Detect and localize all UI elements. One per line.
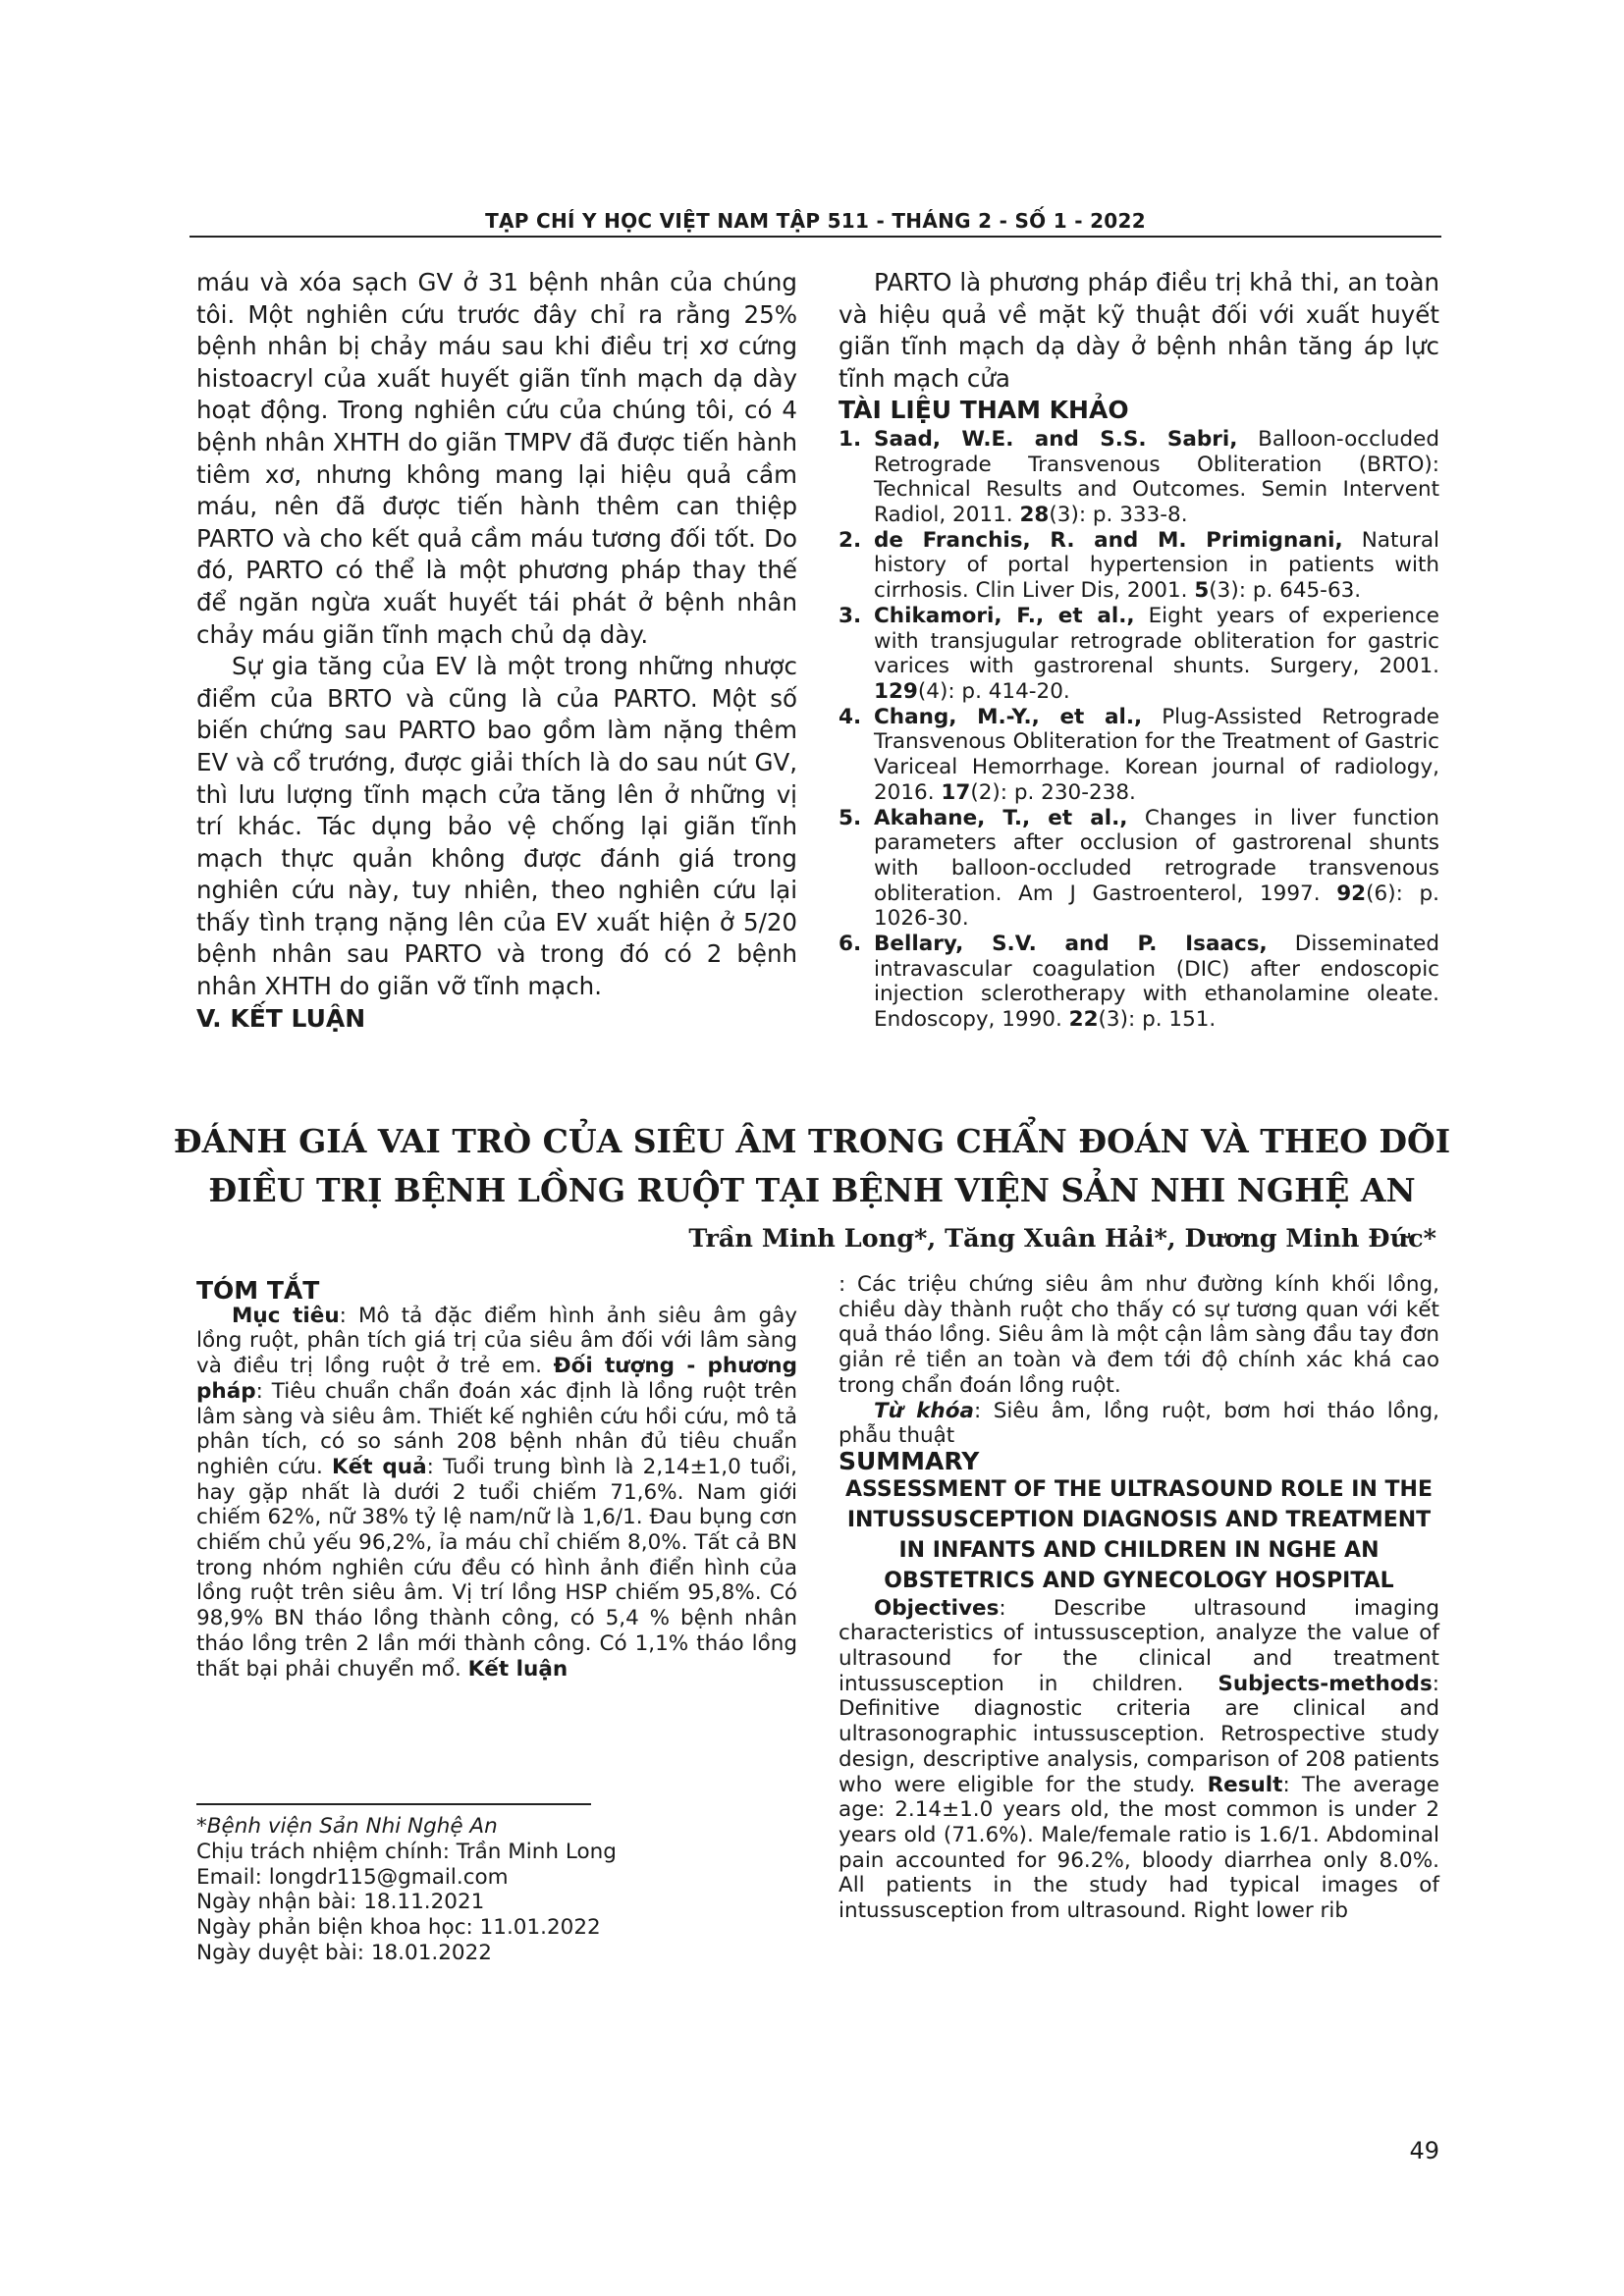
- summary-text-objectives: : Describe ultrasound imaging characteristics of intussusception, analyze the value of ultrasound for the clinical and treatment intussusception in children.: [839, 1595, 1439, 1696]
- abstract-text-objectives: : Mô tả đặc điểm hình ảnh siêu âm gây lồng ruột, phân tích giá trị của siêu âm đối với lâm sàng và điều trị lồng ruột ở trẻ em.: [196, 1303, 797, 1379]
- footnote-responsible: Chịu trách nhiệm chính: Trần Minh Long: [196, 1839, 617, 1864]
- reference-authors: de Franchis, R. and M. Primignani,: [874, 527, 1343, 553]
- keywords-text: : Siêu âm, lồng ruột, bơm hơi tháo lồng, phẫu thuật: [839, 1398, 1439, 1449]
- section-heading-conclusion: V. KẾT LUẬN: [196, 1003, 366, 1033]
- abstract-column: [196, 1278, 797, 1682]
- reference-pages: (4): p. 414-20.: [917, 679, 1070, 704]
- keywords: [839, 1399, 1439, 1449]
- abstract-text-methods: : Tiêu chuẩn chẩn đoán xác định là lồng ruột trên lâm sàng và siêu âm. Thiết kế nghiên cứu hồi cứu, mô tả phân tích, có so sánh 208 bệnh nhân đủ tiêu chuẩn nghiên cứu.: [196, 1378, 797, 1479]
- reference-pages: (2): p. 230-238.: [970, 779, 1136, 805]
- reference-pages: (3): p. 333-8.: [1049, 503, 1188, 528]
- journal-header: TẠP CHÍ Y HỌC VIỆT NAM TẬP 511 - THÁNG 2 - SỐ 1 - 2022: [485, 209, 1146, 233]
- footnote-email: Email: longdr115@gmail.com: [196, 1864, 509, 1890]
- reference-text: Changes in liver function parameters after occlusion of gastrorenal shunts with balloon-occluded retrograde transvenous obliteration. Am J Gastroenterol, 1997.: [874, 805, 1439, 906]
- footnote-reviewed: Ngày phản biện khoa học: 11.01.2022: [196, 1915, 601, 1941]
- summary-text-methods: : Definitive diagnostic criteria are clinical and ultrasonographic intussusception. Retrospective study design, descriptive analysis, comparison of 208 patients who were eligible for the study.: [839, 1671, 1439, 1797]
- summary-label-result: Result: [1207, 1772, 1283, 1797]
- reference-volume: 28: [1019, 503, 1050, 528]
- reference-number: 4.: [839, 704, 862, 729]
- reference-text: Eight years of experience with transjugular retrograde obliteration for gastric varices with gastrorenal shunts. Surgery, 2001.: [874, 603, 1440, 679]
- reference-text: Plug-Assisted Retrograde Transvenous Obliteration for the Treatment of Gastric Variceal Hemorrhage. Korean journal of radiology, 2016.: [874, 704, 1440, 805]
- reference-authors: Chang, M.-Y., et al.,: [874, 704, 1143, 729]
- summary-title: ASSESSMENT OF THE ULTRASOUND ROLE IN THE INTUSSUSCEPTION DIAGNOSIS AND TREATMENT IN INFANTS AND CHILDREN IN NGHE AN OBSTETRICS AND GYNECOLOGY HOSPITAL: [845, 1476, 1433, 1593]
- article-authors: Trần Minh Long*, Tăng Xuân Hải*, Dương Minh Đức*: [688, 1224, 1436, 1254]
- reference-list: [839, 427, 1439, 1033]
- footnote: [196, 1814, 617, 1966]
- footnote-affiliation: *Bệnh viện Sản Nhi Nghệ An: [196, 1814, 498, 1839]
- reference-number: 1.: [839, 426, 862, 452]
- reference-authors: Bellary, S.V. and P. Isaacs,: [874, 932, 1268, 957]
- footnote-accepted: Ngày duyệt bài: 18.01.2022: [196, 1940, 492, 1965]
- reference-volume: 129: [874, 679, 918, 704]
- abstract-label-objectives: Mục tiêu: [232, 1303, 340, 1328]
- abstract-label-methods: Đối tượng - phương pháp: [196, 1354, 797, 1404]
- reference-item: [839, 806, 1439, 933]
- reference-text: Balloon-occluded Retrograde Transvenous Obliteration (BRTO): Technical Results and Outcomes. Semin Intervent Radiol, 2011.: [874, 426, 1440, 528]
- reference-volume: 17: [941, 779, 971, 805]
- abstract-label-conclusion: Kết luận: [467, 1656, 568, 1682]
- summary-heading: SUMMARY: [839, 1446, 980, 1475]
- reference-item: [839, 604, 1439, 705]
- abstract-label-results: Kết quả: [332, 1454, 427, 1479]
- reference-volume: 5: [1194, 578, 1210, 604]
- article-title-line-2: ĐIỀU TRỊ BỆNH LỒNG RUỘT TẠI BỆNH VIỆN SẢN NHI NGHỆ AN: [208, 1171, 1416, 1209]
- article-title: [157, 1117, 1467, 1215]
- footnote-rule: [196, 1803, 591, 1805]
- keywords-label: Từ khóa: [874, 1398, 974, 1423]
- article-title-line-1: ĐÁNH GIÁ VAI TRÒ CỦA SIÊU ÂM TRONG CHẨN ĐOÁN VÀ THEO DÕI: [173, 1122, 1451, 1160]
- summary-label-objectives: Objectives: [874, 1595, 1000, 1621]
- reference-authors: Chikamori, F., et al.,: [874, 603, 1135, 628]
- top-right-column: [839, 267, 1439, 1033]
- abstract-heading: TÓM TẮT: [196, 1276, 320, 1305]
- reference-item: [839, 528, 1439, 604]
- reference-pages: (6): p. 1026-30.: [874, 881, 1440, 932]
- reference-item: [839, 705, 1439, 806]
- summary-column: [839, 1272, 1439, 1924]
- reference-text: Natural history of portal hypertension in patients with cirrhosis. Clin Liver Dis, 2001.: [874, 527, 1440, 604]
- abstract-conclusion-text: : Các triệu chứng siêu âm như đường kính khối lồng, chiều dày thành ruột cho thấy có sự tương quan với kết quả tháo lồng. Siêu âm là một cận lâm sàng đầu tay đơn giản rẻ tiền an toàn và đem tới độ chính xác khá cao trong chẩn đoán lồng ruột.: [839, 1272, 1439, 1398]
- top-left-column: [196, 267, 797, 1035]
- reference-number: 3.: [839, 603, 862, 628]
- page-number: 49: [1409, 2137, 1439, 2164]
- reference-pages: (3): p. 645-63.: [1209, 578, 1362, 604]
- reference-volume: 92: [1336, 881, 1367, 906]
- reference-pages: (3): p. 151.: [1098, 1007, 1217, 1033]
- reference-number: 6.: [839, 932, 862, 957]
- reference-number: 2.: [839, 527, 862, 553]
- abstract-text-results: : Tuổi trung bình là 2,14±1,0 tuổi, hay gặp nhất là dưới 2 tuổi chiếm 71,6%. Nam giới chiếm 62%, nữ 38% tỷ lệ nam/nữ là 1,6/1. Đau bụng cơn chiếm chủ yếu 96,2%, ỉa máu chỉ chiếm 8,0%. Tất cả BN trong nhóm nghiên cứu đều có hình ảnh điển hình của lồng ruột trên siêu âm. Vị trí lồng HSP chiếm 95,8%. Có 98,9% BN tháo lồng thành công, có 5,4 % bệnh nhân tháo lồng trên 2 lần mới thành công. Có 1,1% tháo lồng thất bại phải chuyển mổ.: [196, 1454, 797, 1682]
- header-rule: [189, 236, 1441, 238]
- reference-number: 5.: [839, 805, 862, 830]
- reference-text: Disseminated intravascular coagulation (DIC) after endoscopic injection sclerotherapy with ethanolamine oleate. Endoscopy, 1990.: [874, 932, 1439, 1033]
- reference-item: [839, 932, 1439, 1033]
- discussion-paragraph-1: máu và xóa sạch GV ở 31 bệnh nhân của chúng tôi. Một nghiên cứu trước đây chỉ ra rằng 25% bệnh nhân bị chảy máu sau khi điều trị xơ cứng histoacryl của xuất huyết giãn tĩnh mạch dạ dày hoạt động. Trong nghiên cứu của chúng tôi, có 4 bệnh nhân XHTH do giãn TMPV đã được tiến hành tiêm xơ, nhưng không mang lại hiệu quả cầm máu, nên đã được tiến hành thêm can thiệp PARTO và cho kết quả cầm máu tương đối tốt. Do đó, PARTO có thể là một phương pháp thay thế để ngăn ngừa xuất huyết tái phát ở bệnh nhân chảy máu giãn tĩnh mạch chủ dạ dày.: [196, 268, 797, 649]
- summary-body: [839, 1596, 1439, 1924]
- references-heading: TÀI LIỆU THAM KHẢO: [839, 396, 1129, 425]
- reference-authors: Saad, W.E. and S.S. Sabri,: [874, 426, 1238, 452]
- abstract-body: [196, 1304, 797, 1682]
- reference-volume: 22: [1068, 1007, 1099, 1033]
- conclusion-paragraph: PARTO là phương pháp điều trị khả thi, an toàn và hiệu quả về mặt kỹ thuật đối với xuất huyết giãn tĩnh mạch dạ dày ở bệnh nhân tăng áp lực tĩnh mạch cửa: [839, 268, 1439, 393]
- footnote-received: Ngày nhận bài: 18.11.2021: [196, 1890, 485, 1915]
- summary-text-result: : The average age: 2.14±1.0 years old, the most common is under 2 years old (71.6%). Male/female ratio is 1.6/1. Abdominal pain accounted for 96.2%, bloody diarrhea only 8.0%. All patients in the study had typical images of intussusception from ultrasound. Right lower rib: [839, 1772, 1439, 1924]
- reference-authors: Akahane, T., et al.,: [874, 805, 1128, 830]
- reference-item: [839, 427, 1439, 528]
- summary-label-methods: Subjects-methods: [1218, 1671, 1433, 1696]
- discussion-paragraph-2: Sự gia tăng của EV là một trong những nhược điểm của BRTO và cũng là của PARTO. Một số biến chứng sau PARTO bao gồm làm nặng thêm EV và cổ trướng, được giải thích là do sau nút GV, thì lưu lượng tĩnh mạch cửa tăng lên ở những vị trí khác. Tác dụng bảo vệ chống lại giãn tĩnh mạch thực quản không được đánh giá trong nghiên cứu này, tuy nhiên, theo nghiên cứu lại thấy tình trạng nặng lên của EV xuất hiện ở 5/20 bệnh nhân sau PARTO và trong đó có 2 bệnh nhân XHTH do giãn vỡ tĩnh mạch.: [196, 652, 797, 1001]
